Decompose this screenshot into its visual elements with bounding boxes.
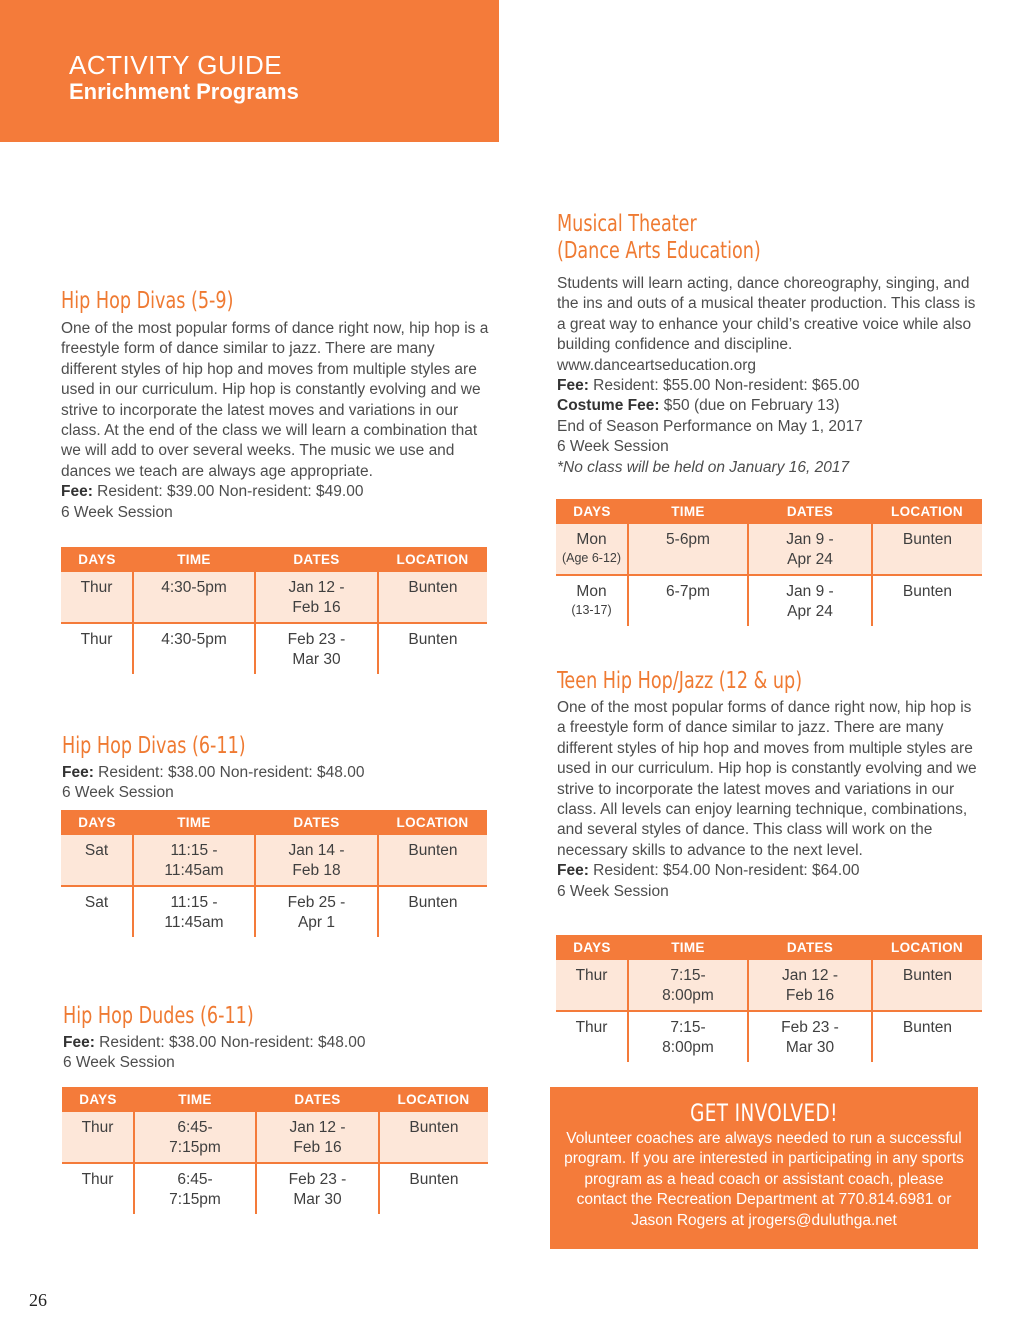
cell-location: Bunten (379, 1112, 488, 1163)
table-row (556, 960, 982, 1011)
time-start: 6:45- (177, 1171, 213, 1188)
cell-location: Bunten (378, 886, 487, 937)
cell-location: Bunten (378, 572, 487, 623)
age-range: (13-17) (571, 603, 612, 617)
fee-label: Fee: (557, 377, 589, 395)
cell-day: Thur (62, 1112, 134, 1163)
fee-label: Fee: (63, 1034, 95, 1051)
cell-day: Thur (61, 572, 133, 623)
cell-time (628, 960, 748, 1011)
no-class-note: *No class will be held on January 16, 2017 (557, 458, 850, 476)
cell-day: Sat (61, 835, 133, 886)
time-end: 11:45am (164, 914, 224, 931)
cell-location: Bunten (379, 1163, 488, 1214)
col-header-dates: DATES (256, 1087, 379, 1112)
dates-end: Mar 30 (292, 651, 341, 668)
fee-value: Resident: $55.00 Non-resident: $65.00 (588, 377, 860, 395)
col-header-time: TIME (133, 547, 255, 572)
time-start: 11:15 - (170, 894, 218, 911)
time-end: 8:00pm (662, 987, 714, 1004)
session-length: 6 Week Session (557, 438, 669, 456)
col-header-dates: DATES (255, 547, 378, 572)
cell-location: Bunten (872, 524, 982, 575)
schedule-table-musical-theater (556, 499, 982, 626)
session-length: 6 Week Session (557, 882, 669, 900)
col-header-dates: DATES (255, 810, 378, 835)
session-length: 6 Week Session (62, 784, 174, 802)
cell-day: Thur (575, 1019, 608, 1036)
fee-line (63, 1033, 493, 1053)
table-row (556, 524, 982, 575)
schedule-table-teen-hiphop (556, 935, 982, 1062)
table-row (61, 835, 487, 886)
dates-end: Mar 30 (293, 1191, 342, 1208)
fee-line (62, 763, 492, 783)
schedule-table-dudes (62, 1087, 488, 1214)
cell-dates (256, 1112, 379, 1163)
cell-location: Bunten (872, 960, 982, 1011)
col-header-time: TIME (134, 1087, 256, 1112)
fee-label: Fee: (61, 483, 93, 501)
fee-value: Resident: $38.00 Non-resident: $48.00 (94, 1034, 366, 1051)
cell-time (133, 886, 255, 937)
header-title: Enrichment Programs (69, 79, 299, 104)
cell-time: 4:30-5pm (133, 623, 255, 674)
cell-day: Thur (80, 631, 113, 648)
table-row (62, 1112, 488, 1163)
dates-start: Jan 9 - (786, 531, 834, 548)
cell-day (556, 575, 628, 626)
cell-dates (748, 1011, 872, 1062)
get-involved-title: GET INVOLVED! (690, 1099, 838, 1127)
dates-start: Jan 14 - (288, 842, 345, 859)
cell-location: Bunten (872, 1011, 982, 1062)
section-description: One of the most popular forms of dance right now, hip hop is a freestyle form of dance similar to jazz. There are many different styles of hip hop and moves from multiple styles are used in our curriculum. Hip hop is constantly evolving and we strive to incorporate the latest moves and variations in our class. At the end of the class we will learn a combination that we will add to over several weeks. The music we use and dances we teach are always age appropriate. (61, 320, 489, 480)
col-header-days: DAYS (556, 935, 628, 960)
header-kicker: ACTIVITY GUIDE (69, 50, 283, 80)
col-header-dates: DATES (748, 499, 872, 524)
time-end: 11:45am (164, 862, 224, 879)
cell-day (556, 524, 628, 575)
cell-time (134, 1163, 256, 1214)
col-header-days: DAYS (61, 810, 133, 835)
dates-start: Feb 23 - (287, 631, 346, 648)
cell-time: 5-6pm (628, 524, 748, 575)
col-header-location: LOCATION (379, 1087, 488, 1112)
age-range: (Age 6-12) (561, 551, 622, 565)
cell-day: Thur (556, 960, 628, 1011)
time-start: 7:15- (670, 1019, 706, 1036)
table-row (61, 886, 487, 937)
section-title: Teen Hip Hop/Jazz (12 & up) (557, 668, 803, 694)
cell-time: 4:30-5pm (133, 572, 255, 623)
col-header-location: LOCATION (872, 499, 982, 524)
cell-time (133, 835, 255, 886)
time-end: 8:00pm (662, 1039, 714, 1056)
dates-end: Mar 30 (785, 1039, 835, 1056)
col-header-location: LOCATION (872, 935, 982, 960)
cell-location: Bunten (378, 623, 487, 674)
header-band (0, 0, 499, 142)
fee-label: Fee: (62, 764, 94, 781)
schedule-table-divas-5-9 (61, 547, 487, 674)
col-header-dates: DATES (748, 935, 872, 960)
dates-start: Feb 23 - (781, 1019, 839, 1036)
section-hiphop-divas-6-11 (62, 733, 492, 804)
dates-start: Jan 12 - (781, 967, 838, 984)
col-header-time: TIME (133, 810, 255, 835)
dates-end: Feb 18 (292, 862, 341, 879)
dates-end: Feb 16 (293, 1139, 342, 1156)
col-header-location: LOCATION (378, 810, 487, 835)
section-description: Students will learn acting, dance choreography, singing, and the ins and outs of a musical theater production. This class is a great way to enhance your child’s creative voice while also building confidence and discipline. (557, 275, 976, 354)
section-teen-hiphop (557, 668, 977, 902)
fee-line (557, 861, 977, 881)
col-header-days: DAYS (556, 499, 628, 524)
section-title: Hip Hop Divas (6-11) (62, 733, 246, 759)
dates-start: Feb 25 - (287, 894, 346, 911)
page-number: 26 (29, 1290, 47, 1310)
dates-end: Feb 16 (292, 599, 341, 616)
cell-location: Bunten (872, 575, 982, 626)
col-header-location: LOCATION (378, 547, 487, 572)
section-title: Hip Hop Dudes (6-11) (63, 1003, 254, 1029)
time-start: 7:15- (670, 967, 706, 984)
table-row (62, 1163, 488, 1214)
cell-day: Sat (84, 894, 109, 911)
day-name: Mon (576, 531, 607, 548)
col-header-time: TIME (628, 935, 748, 960)
col-header-time: TIME (628, 499, 748, 524)
dates-end: Apr 24 (787, 603, 833, 620)
costume-fee-value: $50 (due on February 13) (659, 397, 840, 415)
dates-start: Jan 9 - (786, 583, 834, 600)
fee-value: Resident: $39.00 Non-resident: $49.00 (92, 483, 364, 501)
dates-start: Jan 12 - (288, 579, 345, 596)
get-involved-box (550, 1087, 978, 1249)
cell-dates (748, 524, 872, 575)
fee-value: Resident: $38.00 Non-resident: $48.00 (93, 764, 365, 781)
cell-time: 6-7pm (628, 575, 748, 626)
table-row (61, 623, 487, 674)
cell-time (134, 1112, 256, 1163)
col-header-days: DAYS (62, 1087, 134, 1112)
cell-location: Bunten (378, 835, 487, 886)
cell-dates (255, 886, 378, 937)
section-hiphop-divas-5-9 (61, 288, 491, 523)
dates-end: Feb 16 (785, 987, 835, 1004)
cell-dates (255, 572, 378, 623)
dates-end: Apr 24 (787, 551, 833, 568)
day-name: Mon (576, 583, 607, 600)
fee-line (557, 376, 977, 396)
table-row (556, 575, 982, 626)
cell-dates (255, 623, 378, 674)
session-length: 6 Week Session (63, 1054, 175, 1072)
cell-dates (748, 575, 872, 626)
section-hiphop-dudes (63, 1003, 493, 1074)
dates-start: Jan 12 - (289, 1119, 346, 1136)
get-involved-text: Volunteer coaches are always needed to run a successful program. If you are interested in participating in any sports program as a head coach or assistant coach, please contact the Recreation Department at 770.814.6981 or Jason Rogers at jrogers@duluthga.net (564, 1130, 964, 1229)
section-title: Musical Theater (557, 211, 697, 237)
dates-start: Feb 23 - (288, 1171, 347, 1188)
time-end: 7:15pm (169, 1139, 221, 1156)
performance-note: End of Season Performance on May 1, 2017 (557, 417, 863, 435)
session-length: 6 Week Session (61, 503, 173, 521)
section-musical-theater (557, 211, 977, 478)
table-row (556, 1011, 982, 1062)
costume-fee-line (557, 396, 977, 416)
section-subtitle: (Dance Arts Education) (557, 238, 761, 264)
dates-end: Apr 1 (297, 914, 336, 931)
time-start: 11:15 - (170, 842, 218, 859)
website-link[interactable]: www.danceartseducation.org (557, 356, 757, 374)
cell-dates (748, 960, 872, 1011)
time-end: 7:15pm (169, 1191, 221, 1208)
fee-line (61, 482, 491, 502)
time-start: 6:45- (177, 1119, 213, 1136)
costume-fee-label: Costume Fee: (557, 397, 660, 415)
section-title: Hip Hop Divas (5-9) (61, 288, 234, 314)
col-header-days: DAYS (61, 547, 133, 572)
section-description: One of the most popular forms of dance right now, hip hop is a freestyle form of dance similar to jazz. There are many different styles of hip hop and moves from multiple styles are used in our curriculum. Hip hop is constantly evolving and we strive to incorporate the latest moves and variations in our class. All levels can enjoy learning technique, combinations, and several styles of dance. This class will work on the necessary skills to advance to the next level. (557, 699, 977, 859)
cell-dates (255, 835, 378, 886)
fee-label: Fee: (557, 862, 589, 880)
schedule-table-divas-6-11 (61, 810, 487, 937)
cell-dates (256, 1163, 379, 1214)
fee-value: Resident: $54.00 Non-resident: $64.00 (588, 862, 860, 880)
cell-time (628, 1011, 748, 1062)
table-row (61, 572, 487, 623)
cell-day: Thur (81, 1171, 114, 1188)
